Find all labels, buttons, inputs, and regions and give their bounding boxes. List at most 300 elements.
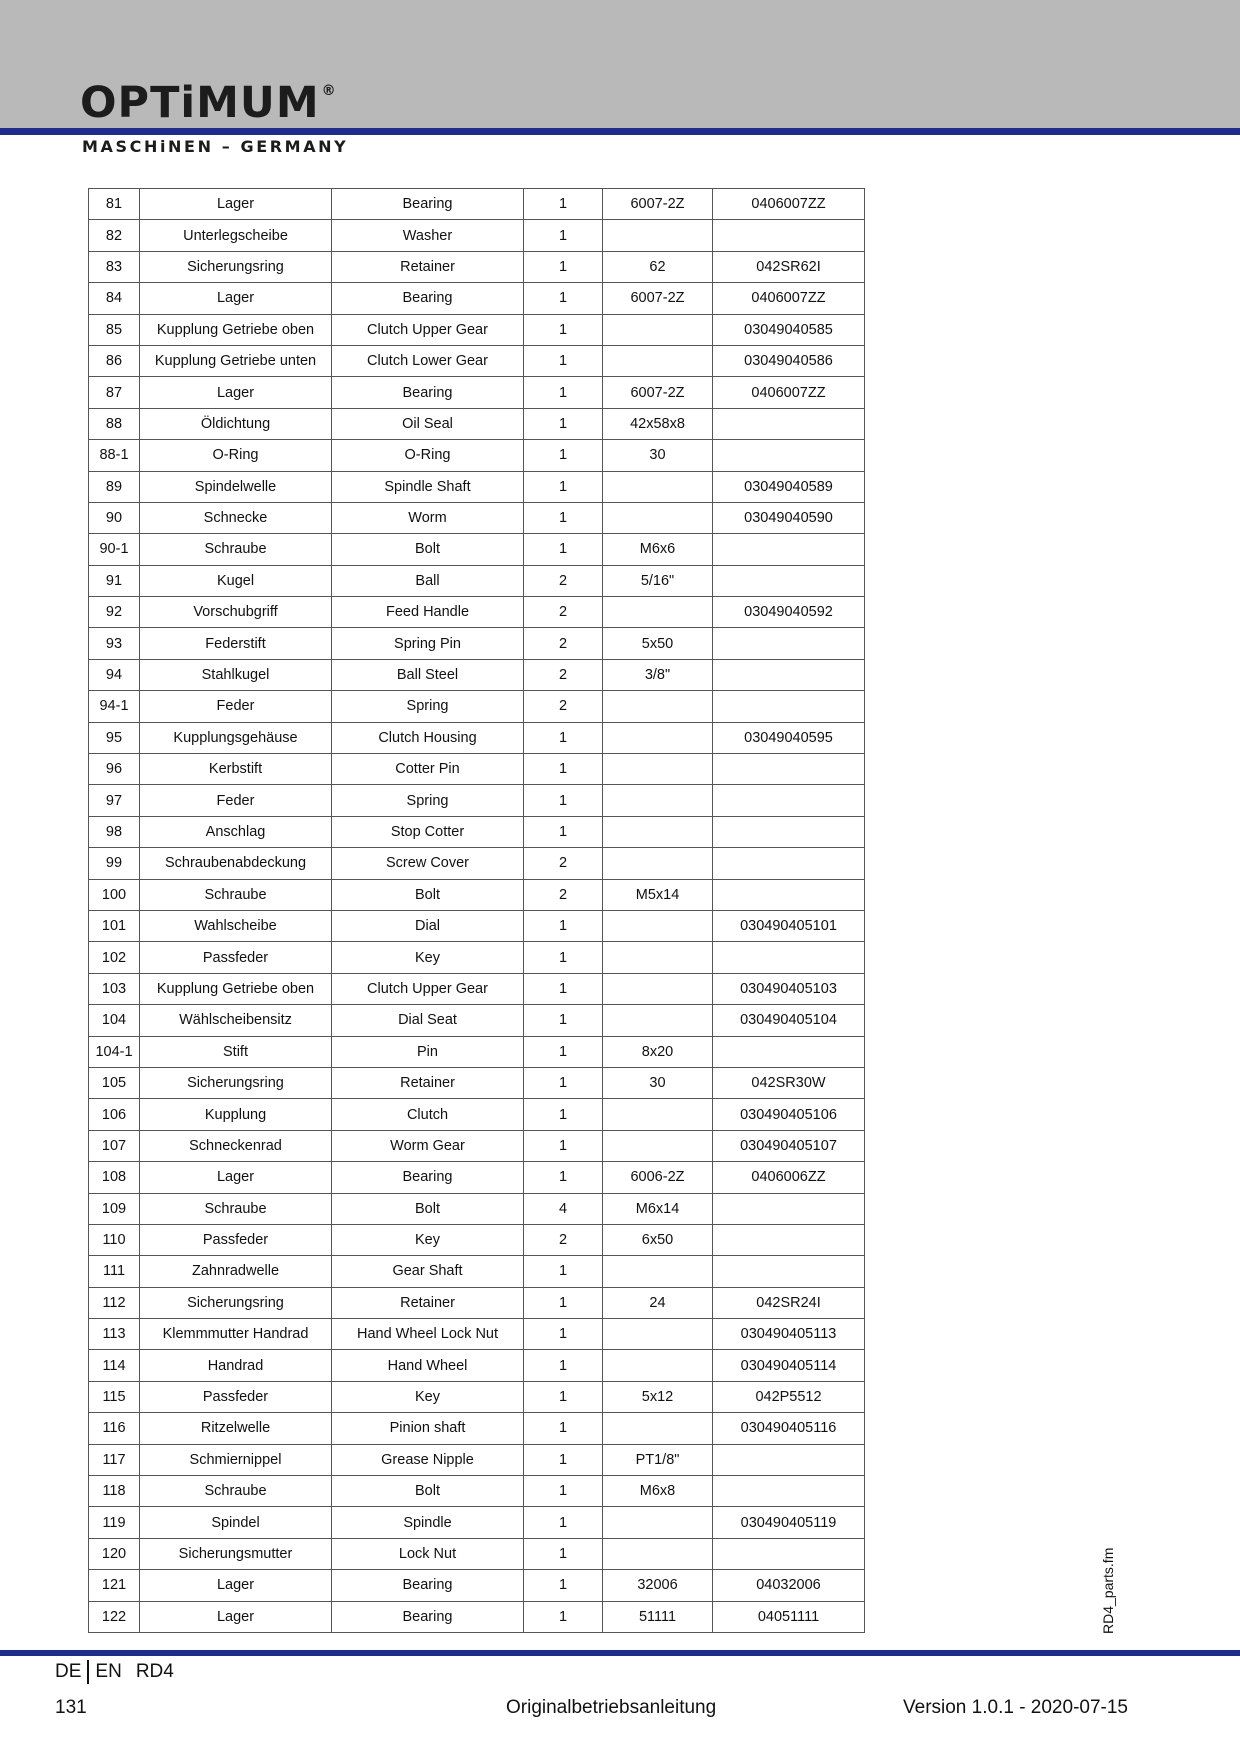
table-row <box>89 345 865 376</box>
quantity-cell: 1 <box>524 1538 603 1569</box>
article-number-cell: 0406007ZZ <box>713 189 865 220</box>
part-number-cell: 114 <box>89 1350 140 1381</box>
article-number-cell <box>713 1256 865 1287</box>
quantity-cell: 1 <box>524 754 603 785</box>
size-cell: 5/16" <box>603 565 713 596</box>
name-de-cell: Sicherungsring <box>140 251 332 282</box>
part-number-cell: 106 <box>89 1099 140 1130</box>
lang-separator <box>87 1660 89 1684</box>
name-en-cell: Stop Cotter <box>332 816 524 847</box>
name-de-cell: Schraube <box>140 879 332 910</box>
name-en-cell: Bolt <box>332 1193 524 1224</box>
quantity-cell: 1 <box>524 973 603 1004</box>
part-number-cell: 111 <box>89 1256 140 1287</box>
article-number-cell <box>713 942 865 973</box>
name-de-cell: Schraube <box>140 1193 332 1224</box>
article-number-cell <box>713 848 865 879</box>
part-number-cell: 100 <box>89 879 140 910</box>
document-version: Version 1.0.1 - 2020-07-15 <box>903 1697 1128 1718</box>
table-row <box>89 377 865 408</box>
article-number-cell: 030490405104 <box>713 1005 865 1036</box>
size-cell <box>603 1350 713 1381</box>
table-row <box>89 1413 865 1444</box>
size-cell: 6006-2Z <box>603 1162 713 1193</box>
part-number-cell: 120 <box>89 1538 140 1569</box>
article-number-cell <box>713 1476 865 1507</box>
document-title: Originalbetriebsanleitung <box>506 1697 717 1718</box>
table-row <box>89 1224 865 1255</box>
part-number-cell: 110 <box>89 1224 140 1255</box>
name-en-cell: Grease Nipple <box>332 1444 524 1475</box>
part-number-cell: 103 <box>89 973 140 1004</box>
quantity-cell: 1 <box>524 408 603 439</box>
name-en-cell: Cotter Pin <box>332 754 524 785</box>
name-en-cell: Ball Steel <box>332 659 524 690</box>
quantity-cell: 1 <box>524 1099 603 1130</box>
table-row <box>89 220 865 251</box>
part-number-cell: 96 <box>89 754 140 785</box>
part-number-cell: 108 <box>89 1162 140 1193</box>
part-number-cell: 97 <box>89 785 140 816</box>
name-en-cell: Spring Pin <box>332 628 524 659</box>
quantity-cell: 1 <box>524 534 603 565</box>
size-cell <box>603 597 713 628</box>
part-number-cell: 122 <box>89 1601 140 1632</box>
article-number-cell <box>713 565 865 596</box>
name-en-cell: Feed Handle <box>332 597 524 628</box>
page-number: 131 <box>55 1697 87 1718</box>
quantity-cell: 1 <box>524 1350 603 1381</box>
size-cell: M5x14 <box>603 879 713 910</box>
name-de-cell: Passfeder <box>140 942 332 973</box>
name-de-cell: Spindel <box>140 1507 332 1538</box>
size-cell: 30 <box>603 440 713 471</box>
part-number-cell: 84 <box>89 283 140 314</box>
size-cell <box>603 816 713 847</box>
part-number-cell: 112 <box>89 1287 140 1318</box>
name-en-cell: Bearing <box>332 1162 524 1193</box>
quantity-cell: 1 <box>524 1256 603 1287</box>
article-number-cell <box>713 785 865 816</box>
name-de-cell: Klemmmutter Handrad <box>140 1319 332 1350</box>
article-number-cell: 03049040586 <box>713 345 865 376</box>
article-number-cell: 03049040585 <box>713 314 865 345</box>
quantity-cell: 2 <box>524 597 603 628</box>
size-cell: 6007-2Z <box>603 283 713 314</box>
quantity-cell: 2 <box>524 1224 603 1255</box>
part-number-cell: 92 <box>89 597 140 628</box>
table-row <box>89 440 865 471</box>
table-row <box>89 251 865 282</box>
name-en-cell: Key <box>332 1381 524 1412</box>
table-row <box>89 1319 865 1350</box>
quantity-cell: 1 <box>524 440 603 471</box>
size-cell <box>603 785 713 816</box>
name-en-cell: Dial <box>332 910 524 941</box>
part-number-cell: 90-1 <box>89 534 140 565</box>
name-de-cell: Vorschubgriff <box>140 597 332 628</box>
table-row <box>89 314 865 345</box>
name-de-cell: Spindelwelle <box>140 471 332 502</box>
quantity-cell: 1 <box>524 816 603 847</box>
size-cell <box>603 1130 713 1161</box>
quantity-cell: 2 <box>524 565 603 596</box>
name-de-cell: Lager <box>140 1162 332 1193</box>
name-de-cell: Handrad <box>140 1350 332 1381</box>
size-cell <box>603 314 713 345</box>
name-de-cell: Sicherungsring <box>140 1287 332 1318</box>
size-cell: 6007-2Z <box>603 377 713 408</box>
article-number-cell <box>713 659 865 690</box>
brand-logo <box>80 78 337 128</box>
name-en-cell: Spindle Shaft <box>332 471 524 502</box>
article-number-cell: 042P5512 <box>713 1381 865 1412</box>
article-number-cell <box>713 1444 865 1475</box>
name-en-cell: Hand Wheel <box>332 1350 524 1381</box>
name-de-cell: Passfeder <box>140 1381 332 1412</box>
table-row <box>89 628 865 659</box>
article-number-cell: 030490405119 <box>713 1507 865 1538</box>
table-row <box>89 1067 865 1098</box>
name-de-cell: Lager <box>140 1601 332 1632</box>
size-cell: 8x20 <box>603 1036 713 1067</box>
name-de-cell: Lager <box>140 189 332 220</box>
article-number-cell <box>713 628 865 659</box>
quantity-cell: 1 <box>524 1381 603 1412</box>
part-number-cell: 107 <box>89 1130 140 1161</box>
part-number-cell: 116 <box>89 1413 140 1444</box>
article-number-cell <box>713 754 865 785</box>
name-en-cell: Retainer <box>332 1287 524 1318</box>
name-en-cell: Bearing <box>332 377 524 408</box>
name-en-cell: Pinion shaft <box>332 1413 524 1444</box>
part-number-cell: 118 <box>89 1476 140 1507</box>
quantity-cell: 1 <box>524 1601 603 1632</box>
table-row <box>89 1256 865 1287</box>
table-row <box>89 848 865 879</box>
part-number-cell: 87 <box>89 377 140 408</box>
table-row <box>89 1036 865 1067</box>
name-de-cell: Kupplungsgehäuse <box>140 722 332 753</box>
name-de-cell: Wählscheibensitz <box>140 1005 332 1036</box>
article-number-cell <box>713 408 865 439</box>
table-row <box>89 1538 865 1569</box>
size-cell: M6x6 <box>603 534 713 565</box>
article-number-cell <box>713 1224 865 1255</box>
table-row <box>89 408 865 439</box>
article-number-cell: 0406007ZZ <box>713 377 865 408</box>
article-number-cell <box>713 220 865 251</box>
table-row <box>89 973 865 1004</box>
article-number-cell: 042SR30W <box>713 1067 865 1098</box>
part-number-cell: 102 <box>89 942 140 973</box>
size-cell: 62 <box>603 251 713 282</box>
size-cell <box>603 220 713 251</box>
quantity-cell: 1 <box>524 1444 603 1475</box>
part-number-cell: 115 <box>89 1381 140 1412</box>
size-cell: M6x8 <box>603 1476 713 1507</box>
quantity-cell: 1 <box>524 314 603 345</box>
name-de-cell: Schraube <box>140 1476 332 1507</box>
part-number-cell: 82 <box>89 220 140 251</box>
quantity-cell: 1 <box>524 910 603 941</box>
name-en-cell: Clutch Housing <box>332 722 524 753</box>
quantity-cell: 1 <box>524 502 603 533</box>
header-rule <box>0 128 1240 135</box>
part-number-cell: 109 <box>89 1193 140 1224</box>
name-de-cell: Kupplung Getriebe oben <box>140 314 332 345</box>
size-cell <box>603 942 713 973</box>
quantity-cell: 1 <box>524 1476 603 1507</box>
part-number-cell: 119 <box>89 1507 140 1538</box>
part-number-cell: 104 <box>89 1005 140 1036</box>
article-number-cell: 03049040592 <box>713 597 865 628</box>
size-cell <box>603 1256 713 1287</box>
name-de-cell: Kupplung <box>140 1099 332 1130</box>
name-en-cell: Bearing <box>332 1570 524 1601</box>
registered-mark: ® <box>321 83 337 99</box>
article-number-cell: 030490405107 <box>713 1130 865 1161</box>
name-en-cell: Lock Nut <box>332 1538 524 1569</box>
name-de-cell: Schraube <box>140 534 332 565</box>
name-en-cell: Oil Seal <box>332 408 524 439</box>
quantity-cell: 1 <box>524 1005 603 1036</box>
size-cell <box>603 973 713 1004</box>
name-en-cell: Pin <box>332 1036 524 1067</box>
quantity-cell: 2 <box>524 848 603 879</box>
article-number-cell: 03049040589 <box>713 471 865 502</box>
table-row <box>89 910 865 941</box>
table-row <box>89 1350 865 1381</box>
size-cell <box>603 471 713 502</box>
part-number-cell: 89 <box>89 471 140 502</box>
part-number-cell: 117 <box>89 1444 140 1475</box>
name-en-cell: Hand Wheel Lock Nut <box>332 1319 524 1350</box>
article-number-cell: 030490405101 <box>713 910 865 941</box>
article-number-cell: 0406007ZZ <box>713 283 865 314</box>
article-number-cell: 03049040590 <box>713 502 865 533</box>
quantity-cell: 1 <box>524 1413 603 1444</box>
name-en-cell: Bolt <box>332 1476 524 1507</box>
name-en-cell: Key <box>332 942 524 973</box>
table-row <box>89 816 865 847</box>
part-number-cell: 81 <box>89 189 140 220</box>
size-cell: 6x50 <box>603 1224 713 1255</box>
name-en-cell: Bolt <box>332 879 524 910</box>
table-row <box>89 1287 865 1318</box>
name-en-cell: Bearing <box>332 1601 524 1632</box>
quantity-cell: 1 <box>524 1130 603 1161</box>
part-number-cell: 90 <box>89 502 140 533</box>
quantity-cell: 4 <box>524 1193 603 1224</box>
article-number-cell: 042SR24I <box>713 1287 865 1318</box>
name-en-cell: Spindle <box>332 1507 524 1538</box>
article-number-cell <box>713 1193 865 1224</box>
table-row <box>89 785 865 816</box>
name-de-cell: Stift <box>140 1036 332 1067</box>
table-row <box>89 1162 865 1193</box>
table-row <box>89 1601 865 1632</box>
name-en-cell: Spring <box>332 691 524 722</box>
quantity-cell: 1 <box>524 1319 603 1350</box>
size-cell: M6x14 <box>603 1193 713 1224</box>
quantity-cell: 1 <box>524 942 603 973</box>
table-row <box>89 691 865 722</box>
brand-tagline: MASCHiNEN – GERMANY <box>82 137 349 156</box>
part-number-cell: 85 <box>89 314 140 345</box>
part-number-cell: 121 <box>89 1570 140 1601</box>
part-number-cell: 94-1 <box>89 691 140 722</box>
quantity-cell: 2 <box>524 659 603 690</box>
name-de-cell: Sicherungsring <box>140 1067 332 1098</box>
name-en-cell: Gear Shaft <box>332 1256 524 1287</box>
name-en-cell: Spring <box>332 785 524 816</box>
quantity-cell: 1 <box>524 1162 603 1193</box>
size-cell: PT1/8" <box>603 1444 713 1475</box>
name-de-cell: Wahlscheibe <box>140 910 332 941</box>
size-cell <box>603 1413 713 1444</box>
footer-language <box>55 1660 174 1684</box>
article-number-cell <box>713 816 865 847</box>
size-cell: 5x50 <box>603 628 713 659</box>
table-row <box>89 534 865 565</box>
file-name-label: RD4_parts.fm <box>1100 1547 1116 1634</box>
name-de-cell: Schraubenabdeckung <box>140 848 332 879</box>
table-row <box>89 659 865 690</box>
part-number-cell: 104-1 <box>89 1036 140 1067</box>
article-number-cell <box>713 1036 865 1067</box>
size-cell <box>603 1507 713 1538</box>
name-de-cell: Lager <box>140 1570 332 1601</box>
name-de-cell: Stahlkugel <box>140 659 332 690</box>
table-row <box>89 597 865 628</box>
name-en-cell: Clutch Lower Gear <box>332 345 524 376</box>
part-number-cell: 113 <box>89 1319 140 1350</box>
table-row <box>89 754 865 785</box>
name-de-cell: Schnecke <box>140 502 332 533</box>
article-number-cell <box>713 1538 865 1569</box>
part-number-cell: 93 <box>89 628 140 659</box>
quantity-cell: 1 <box>524 377 603 408</box>
model-name: RD4 <box>135 1661 174 1682</box>
article-number-cell <box>713 879 865 910</box>
name-en-cell: Screw Cover <box>332 848 524 879</box>
name-de-cell: Kupplung Getriebe unten <box>140 345 332 376</box>
size-cell: 6007-2Z <box>603 189 713 220</box>
part-number-cell: 88-1 <box>89 440 140 471</box>
name-de-cell: Unterlegscheibe <box>140 220 332 251</box>
name-en-cell: Washer <box>332 220 524 251</box>
table-row <box>89 1444 865 1475</box>
name-en-cell: Bearing <box>332 283 524 314</box>
part-number-cell: 105 <box>89 1067 140 1098</box>
name-en-cell: O-Ring <box>332 440 524 471</box>
name-de-cell: Ritzelwelle <box>140 1413 332 1444</box>
name-de-cell: Lager <box>140 283 332 314</box>
quantity-cell: 1 <box>524 189 603 220</box>
footer-rule <box>0 1650 1240 1656</box>
name-en-cell: Ball <box>332 565 524 596</box>
name-de-cell: Öldichtung <box>140 408 332 439</box>
quantity-cell: 1 <box>524 722 603 753</box>
article-number-cell: 030490405114 <box>713 1350 865 1381</box>
part-number-cell: 98 <box>89 816 140 847</box>
name-en-cell: Retainer <box>332 1067 524 1098</box>
article-number-cell: 030490405116 <box>713 1413 865 1444</box>
article-number-cell <box>713 691 865 722</box>
part-number-cell: 91 <box>89 565 140 596</box>
name-en-cell: Retainer <box>332 251 524 282</box>
name-de-cell: Schneckenrad <box>140 1130 332 1161</box>
quantity-cell: 1 <box>524 251 603 282</box>
table-row <box>89 1130 865 1161</box>
logo-text: OPTiMUM <box>80 78 320 128</box>
quantity-cell: 1 <box>524 1507 603 1538</box>
quantity-cell: 1 <box>524 1287 603 1318</box>
table-row <box>89 502 865 533</box>
lang-de: DE <box>55 1661 82 1682</box>
table-row <box>89 1193 865 1224</box>
part-number-cell: 101 <box>89 910 140 941</box>
name-en-cell: Bolt <box>332 534 524 565</box>
parts-table <box>88 188 865 1633</box>
name-de-cell: Anschlag <box>140 816 332 847</box>
size-cell <box>603 1538 713 1569</box>
quantity-cell: 1 <box>524 1570 603 1601</box>
table-row <box>89 1005 865 1036</box>
lang-en: EN <box>95 1661 122 1682</box>
size-cell <box>603 345 713 376</box>
table-row <box>89 1381 865 1412</box>
name-en-cell: Key <box>332 1224 524 1255</box>
size-cell: 5x12 <box>603 1381 713 1412</box>
part-number-cell: 86 <box>89 345 140 376</box>
article-number-cell: 030490405106 <box>713 1099 865 1130</box>
part-number-cell: 95 <box>89 722 140 753</box>
name-en-cell: Dial Seat <box>332 1005 524 1036</box>
article-number-cell: 03049040595 <box>713 722 865 753</box>
article-number-cell: 04032006 <box>713 1570 865 1601</box>
table-row <box>89 879 865 910</box>
name-de-cell: Kupplung Getriebe oben <box>140 973 332 1004</box>
size-cell <box>603 691 713 722</box>
table-row <box>89 1099 865 1130</box>
part-number-cell: 88 <box>89 408 140 439</box>
name-de-cell: Kugel <box>140 565 332 596</box>
name-de-cell: Lager <box>140 377 332 408</box>
quantity-cell: 2 <box>524 628 603 659</box>
article-number-cell <box>713 534 865 565</box>
parts-table-body <box>89 189 865 1633</box>
part-number-cell: 94 <box>89 659 140 690</box>
part-number-cell: 99 <box>89 848 140 879</box>
quantity-cell: 1 <box>524 283 603 314</box>
table-row <box>89 283 865 314</box>
size-cell: 24 <box>603 1287 713 1318</box>
part-number-cell: 83 <box>89 251 140 282</box>
name-de-cell: Zahnradwelle <box>140 1256 332 1287</box>
article-number-cell <box>713 440 865 471</box>
table-row <box>89 942 865 973</box>
table-row <box>89 471 865 502</box>
name-de-cell: Feder <box>140 785 332 816</box>
size-cell: 32006 <box>603 1570 713 1601</box>
name-en-cell: Clutch Upper Gear <box>332 973 524 1004</box>
size-cell <box>603 1005 713 1036</box>
size-cell <box>603 910 713 941</box>
name-de-cell: Feder <box>140 691 332 722</box>
table-row <box>89 565 865 596</box>
